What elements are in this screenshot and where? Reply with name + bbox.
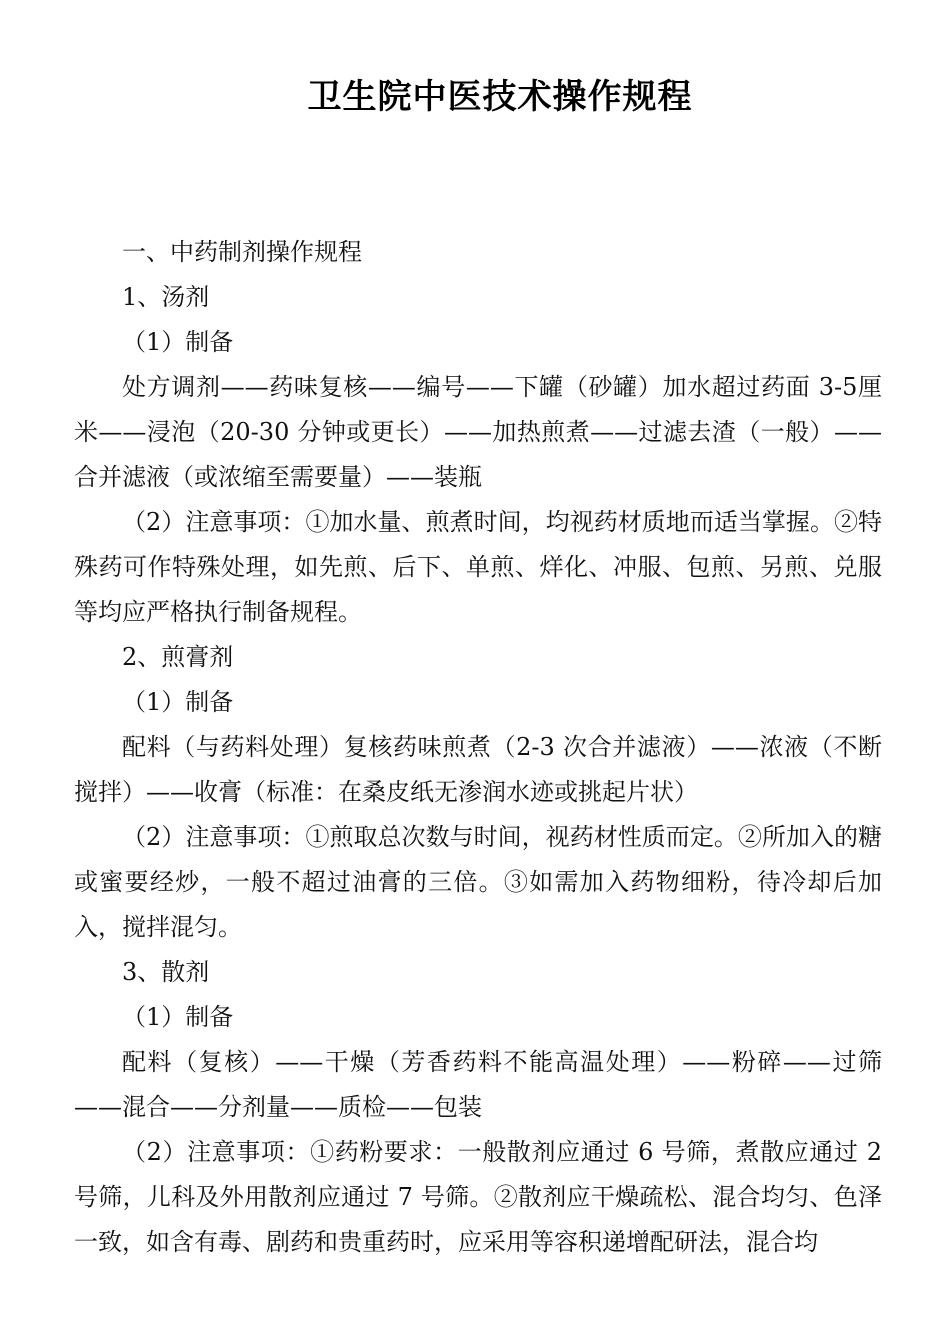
body-paragraph: （2）注意事项：①药粉要求：一般散剂应通过 6 号筛，煮散应通过 2号筛，儿科及外用散剂应通过 7 号筛。②散剂应干燥疏松、混合均匀、色泽一致，如含有毒、剧药和贵重药时，应采用等容积递增配研法，混合均: [74, 1138, 882, 1256]
subsection-heading: 3、散剂: [122, 958, 210, 986]
document-body: [74, 230, 882, 1265]
subsection-heading: 2、煎膏剂: [122, 643, 234, 671]
item-heading: （1）制备: [122, 688, 234, 716]
item-heading: （1）制备: [122, 1003, 234, 1031]
body-paragraph: 配料（与药料处理）复核药味煎煮（2-3 次合并滤液）——浓液（不断搅拌）——收膏（标准：在桑皮纸无渗润水迹或挑起片状）: [74, 733, 882, 806]
document-title: 卫生院中医技术操作规程: [307, 77, 693, 117]
section-heading: 一、中药制剂操作规程: [122, 238, 362, 266]
item-heading: （1）制备: [122, 328, 234, 356]
body-paragraph: （2）注意事项：①加水量、煎煮时间，均视药材质地而适当掌握。②特殊药可作特殊处理，如先煎、后下、单煎、烊化、冲服、包煎、另煎、兑服等均应严格执行制备规程。: [74, 508, 882, 626]
body-paragraph: 处方调剂——药味复核——编号——下罐（砂罐）加水超过药面 3-5厘米——浸泡（20-30 分钟或更长）——加热煎煮——过滤去渣（一般）——合并滤液（或浓缩至需要量）——装瓶: [74, 373, 882, 491]
body-paragraph: 配料（复核）——干燥（芳香药料不能高温处理）——粉碎——过筛——混合——分剂量——质检——包装: [74, 1048, 882, 1121]
body-paragraph: （2）注意事项：①煎取总次数与时间，视药材性质而定。②所加入的糖或蜜要经炒，一般不超过油膏的三倍。③如需加入药物细粉，待冷却后加入，搅拌混匀。: [74, 823, 882, 941]
subsection-heading: 1、汤剂: [122, 283, 210, 311]
